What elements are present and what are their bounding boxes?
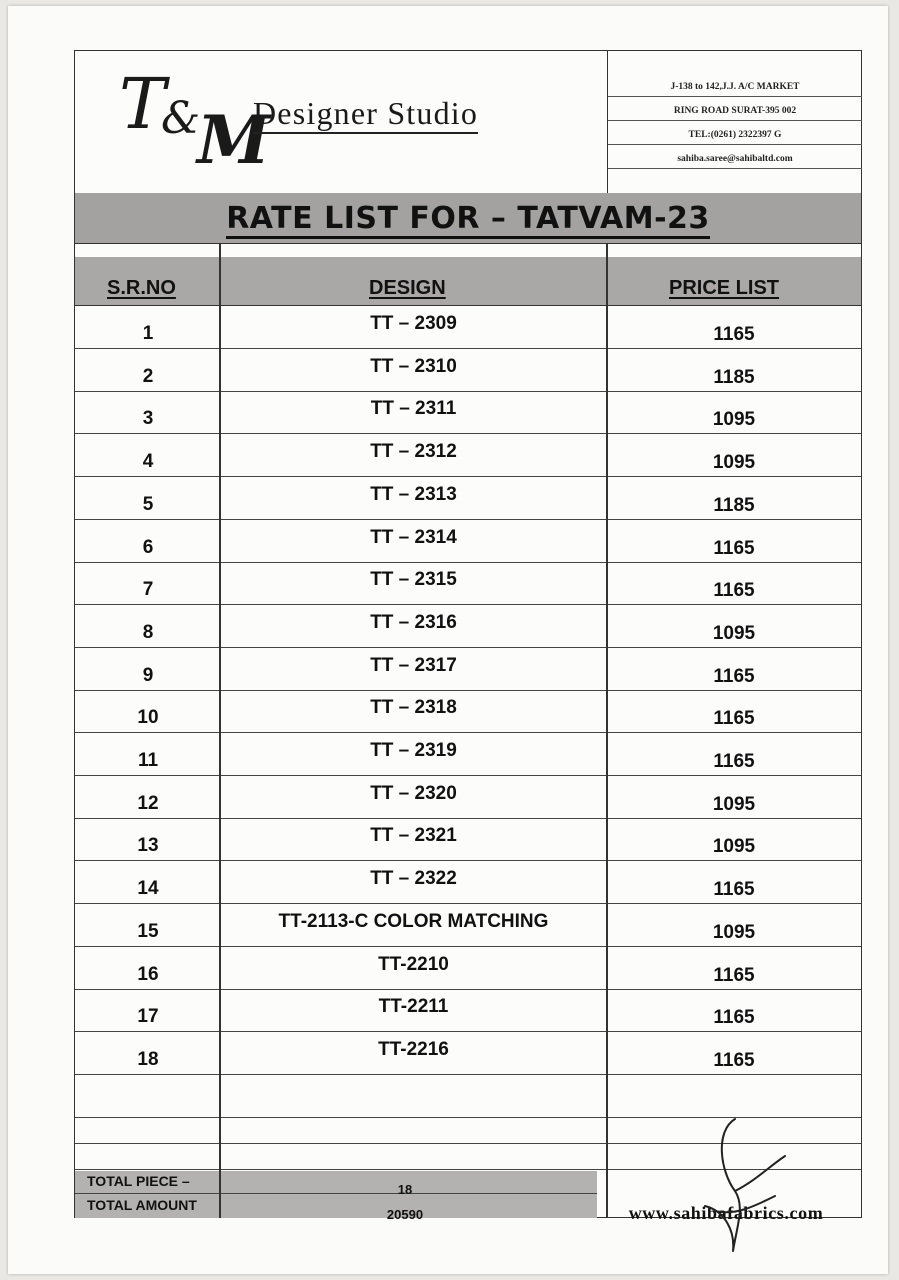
row-design-code: TT – 2312 bbox=[370, 441, 457, 463]
row-design-code: TT – 2310 bbox=[370, 355, 457, 377]
row-price: 1165 bbox=[713, 324, 755, 345]
row-price: 1095 bbox=[712, 921, 756, 943]
row-design-code: TT – 2317 bbox=[370, 654, 457, 676]
spacer-row bbox=[75, 243, 861, 258]
table-row bbox=[75, 476, 861, 520]
row-design-code: TT – 2316 bbox=[370, 611, 457, 633]
column-divider-1 bbox=[219, 243, 221, 1218]
row-serial-number: 5 bbox=[142, 493, 154, 515]
table-row bbox=[75, 903, 861, 947]
row-serial-number: 6 bbox=[142, 536, 154, 558]
row-price: 1165 bbox=[713, 751, 755, 772]
monogram-ampersand: & bbox=[161, 93, 201, 144]
column-header-price: PRICE LIST bbox=[669, 277, 780, 299]
row-serial-number: 17 bbox=[137, 1006, 159, 1028]
row-price: 1185 bbox=[713, 366, 755, 388]
total-piece-value: 18 bbox=[397, 1182, 413, 1197]
row-serial-number: 11 bbox=[137, 750, 159, 771]
title-band bbox=[75, 193, 861, 244]
row-design-code: TT – 2311 bbox=[370, 398, 457, 420]
row-serial-number: 16 bbox=[137, 963, 159, 985]
row-price: 1165 bbox=[713, 1049, 755, 1071]
row-serial-number: 2 bbox=[142, 365, 154, 387]
table-row bbox=[75, 604, 861, 648]
signature-mark bbox=[675, 1111, 795, 1261]
table-row bbox=[75, 689, 861, 733]
row-design-code: TT-2216 bbox=[378, 1038, 449, 1060]
website-link[interactable]: www.sahibafabrics.com bbox=[628, 1203, 824, 1223]
row-serial-number: 3 bbox=[142, 408, 154, 430]
row-design-code: TT-2210 bbox=[378, 953, 449, 975]
table-row bbox=[75, 946, 861, 990]
row-serial-number: 7 bbox=[142, 579, 154, 601]
table-row bbox=[75, 860, 861, 904]
row-design-code: TT-2113-C COLOR MATCHING bbox=[278, 910, 549, 932]
row-design-code: TT – 2318 bbox=[370, 697, 457, 719]
table-row bbox=[75, 817, 861, 861]
table-row bbox=[75, 390, 861, 434]
row-serial-number: 13 bbox=[137, 835, 159, 857]
row-price: 1095 bbox=[712, 622, 756, 644]
row-design-code: TT – 2315 bbox=[370, 569, 457, 591]
table-row bbox=[75, 732, 861, 776]
rate-list-document bbox=[74, 50, 862, 1223]
row-design-code: TT – 2314 bbox=[370, 526, 457, 548]
email-line: sahiba.saree@sahibaltd.com bbox=[608, 145, 862, 169]
total-amount-value: 20590 bbox=[386, 1207, 424, 1222]
table-row bbox=[75, 775, 861, 819]
row-serial-number: 14 bbox=[137, 878, 159, 900]
row-price: 1095 bbox=[712, 452, 756, 474]
row-serial-number: 12 bbox=[137, 792, 159, 814]
page-title-text: RATE LIST FOR – TATVAM-23 bbox=[226, 201, 710, 239]
row-price: 1165 bbox=[713, 665, 755, 687]
row-price: 1165 bbox=[713, 708, 755, 730]
row-price: 1185 bbox=[713, 494, 755, 516]
column-header-design: DESIGN bbox=[369, 277, 446, 299]
row-price: 1165 bbox=[713, 964, 755, 986]
table-row bbox=[75, 647, 861, 691]
row-design-code: TT – 2322 bbox=[370, 868, 457, 890]
table-header bbox=[75, 257, 861, 306]
studio-name: Designer Studio bbox=[253, 95, 478, 134]
address-line-2: RING ROAD SURAT-395 002 bbox=[608, 97, 862, 121]
column-header-sr-no: S.R.NO bbox=[107, 277, 176, 299]
row-design-code: TT – 2313 bbox=[370, 483, 457, 505]
row-serial-number: 10 bbox=[137, 707, 159, 729]
table-row bbox=[75, 561, 861, 605]
row-design-code: TT-2211 bbox=[378, 996, 449, 1018]
page-title bbox=[75, 201, 861, 236]
company-logo bbox=[115, 63, 585, 179]
row-serial-number: 1 bbox=[142, 323, 154, 344]
telephone-line: TEL:(0261) 2322397 G bbox=[608, 121, 862, 145]
monogram-m: M bbox=[197, 101, 271, 179]
table-row bbox=[75, 305, 861, 349]
row-design-code: TT – 2309 bbox=[370, 313, 457, 334]
table-row bbox=[75, 519, 861, 563]
row-design-code: TT – 2321 bbox=[370, 825, 457, 847]
row-price: 1095 bbox=[712, 409, 756, 431]
row-serial-number: 18 bbox=[137, 1048, 159, 1070]
letterhead bbox=[75, 51, 861, 194]
address-line-1: J-138 to 142,J.J. A/C MARKET bbox=[608, 73, 862, 97]
row-serial-number: 8 bbox=[142, 621, 154, 643]
row-price: 1165 bbox=[713, 580, 755, 602]
table-row bbox=[75, 1031, 861, 1075]
total-amount-label: TOTAL AMOUNT bbox=[87, 1197, 197, 1213]
row-design-code: TT – 2319 bbox=[370, 740, 457, 761]
row-price: 1165 bbox=[713, 1007, 755, 1029]
monogram-t: T bbox=[119, 63, 166, 145]
row-serial-number: 4 bbox=[142, 451, 154, 473]
row-serial-number: 15 bbox=[137, 920, 159, 942]
table-row bbox=[75, 348, 861, 392]
row-price: 1095 bbox=[712, 836, 756, 858]
total-piece-label: TOTAL PIECE – bbox=[87, 1173, 190, 1189]
address-block bbox=[607, 51, 862, 193]
row-design-code: TT – 2320 bbox=[370, 782, 457, 804]
table-row bbox=[75, 988, 861, 1032]
row-price: 1095 bbox=[712, 793, 756, 815]
row-price: 1165 bbox=[713, 537, 755, 559]
paper-sheet bbox=[8, 6, 888, 1274]
row-serial-number: 9 bbox=[142, 664, 154, 686]
row-price: 1165 bbox=[713, 879, 755, 901]
table-row bbox=[75, 433, 861, 477]
column-divider-2 bbox=[606, 243, 608, 1218]
